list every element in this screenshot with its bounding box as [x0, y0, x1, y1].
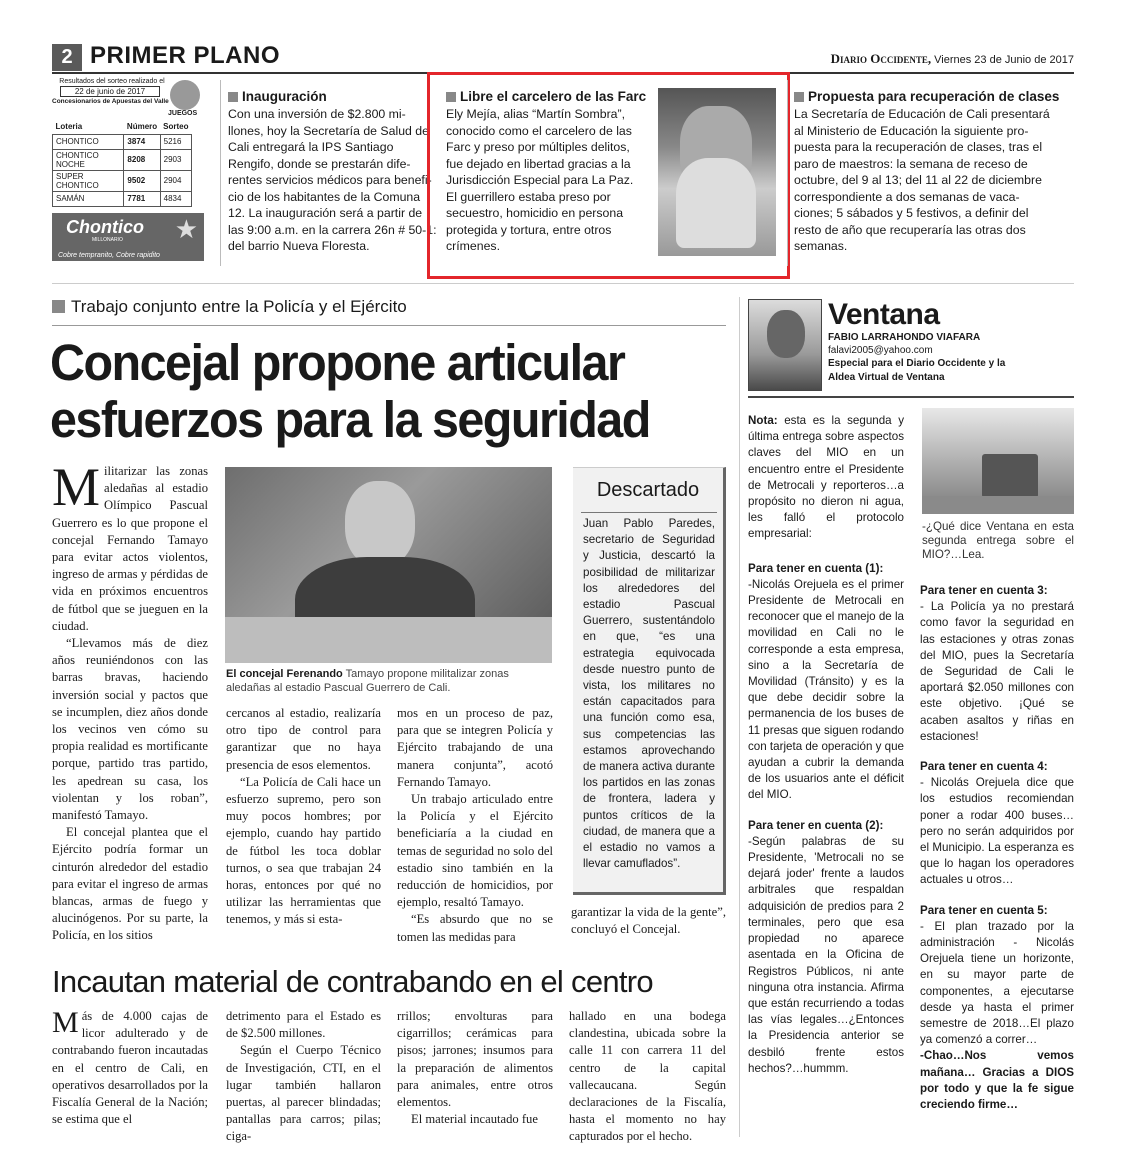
- contrabando-col-1: Más de 4.000 cajas de licor adulterado y de contrabando fueron incautadas en el centro de Cali, en operativos desarrollados por la Fiscalía General de la Nación; se estima que el: [52, 1006, 208, 1127]
- chontico-logo: [52, 213, 204, 261]
- ptc5-text: - El plan trazado por la administración - Nicolás Orejuela tiene un horizonte, en su mayor parte de componentes, a ejecutarse desde ya hasta el primer semestre de 2018…El plazo ya comenzó a correr…: [920, 919, 1074, 1047]
- dropcap: M: [52, 457, 101, 517]
- brief-body: Con una inversión de $2.800 mi- llones, hoy la Secretaría de Salud de Cali entregará la IPS Santiago Rengifo, donde se prestarán dife- rentes servicios médicos para benefi- cio de los habitantes de la Comuna 12. La inauguración será a partir de las 9:00 a.m. en la carrera 26n # 50-1: del barrio Nueva Floresta.: [228, 107, 437, 253]
- ventana-col-right: [920, 583, 1074, 1113]
- photo-concejal: [225, 467, 552, 663]
- lottery-row: CHONTICO 3874 5216: [53, 134, 192, 149]
- contrabando-col-2: detrimento para el Estado es de $2.500 millones. Según el Cuerpo Técnico de Investigación, CTI, en el lugar también hallaron puertas, al parecer blindadas; pantallas para carros; pilas; ciga-: [226, 1009, 381, 1144]
- main-col2-p2: “La Policía de Cali hace un esfuerzo supremo, pero son muy pocos hombres; por ejemplo, cuando hay partido de fútbol les toca doblar turnos, o sea que trabajan 24 horas, entonces por qué no utilizar las herramientas que tenemos, y más si esta-: [226, 774, 381, 927]
- photo-caption: El concejal Ferenando Tamayo propone militalizar zonas aledañas al estadio Pascual Guerrero de Cali.: [226, 668, 509, 694]
- juegos-logo-icon: [170, 80, 200, 110]
- brief-title: Propuesta para recuperación de clases: [794, 88, 1074, 106]
- ventana-rule: [748, 396, 1074, 398]
- sidebar-text: Juan Pablo Paredes, secretario de Seguridad y Justicia, descartó la posibilidad de militarizar los alrededores del estadio Pascual Guerrero, sustentándolo en que, “es una estrategia equivocada desde nuestro punto de vista, los militares no están capacitados para una función como esa, sus competencias las estamos aprovechando de manera activa durante los partidos en las zonas de frontera, ladera y puntos críticos de la ciudad, de manera que a el estadio no vamos a llevar camuflados”.: [583, 517, 715, 871]
- brief-title: Libre el carcelero de las Farc: [446, 88, 656, 106]
- columnist-name: FABIO LARRAHONDO VIAFARA: [828, 332, 981, 343]
- contrabando-col-3: rrillos; envolturas para cigarrillos; cerámicas para pisos; jarrones; insumos para la preparación de alimentos para animales, entre otros elementos. El material incautado fue: [397, 1009, 553, 1127]
- main-col1-p3: El concejal plantea que el Ejército podría formar un cinturón alrededor del estadio para evitar el ingreso de armas blancas, armas de fuego y alucinógenos. Por su parte, la Policía, en los sitios: [52, 825, 208, 943]
- chontico-logo-sub: MILLONARIO: [92, 236, 123, 243]
- paper-name: Diario Occidente,: [830, 51, 932, 66]
- columnist-credit-2: Aldea Virtual de Ventana: [828, 372, 945, 383]
- ptc2-text: -Según palabras de su Presidente, 'Metrocali no se dejará joder' frente a laudos arbitrales que respaldan adquisición de predios para 2 terminales, pero que esa propiedad no aparece asentada en la Oficina de Registros Públicos, ni ante ninguna otra instancia. Afirma que están recurriendo a todas las vías legales…¿Entonces la Presidencia anterior se desbiló frente estos hechos?…hummm.: [748, 834, 904, 1075]
- lottery-row: SAMÁN 7781 4834: [53, 191, 192, 206]
- photo-mio-caption: -¿Qué dice Ventana en esta segunda entrega sobre el MIO?…Lea.: [922, 520, 1074, 561]
- divider: [739, 297, 740, 1137]
- kicker-rule: [52, 325, 726, 326]
- section-title: PRIMER PLANO: [90, 42, 281, 69]
- main-col3-p3: “Es absurdo que no se tomen las medidas para: [397, 912, 553, 944]
- ventana-header: [828, 299, 1074, 385]
- ptc2-title: Para tener en cuenta (2):: [748, 818, 884, 832]
- col-loteria: Loteria: [55, 121, 83, 131]
- brief-body: Ely Mejía, alias “Martín Sombra”, conocido como el carcelero de las Farc y preso por múltiples delitos, fue dejado en libertad gracias a la Jurisdicción Especial para La Paz. El guerrillero estaba preso por secuestro, homicidio en persona protegida y tortura, entre otros crímenes.: [446, 107, 634, 253]
- main-kicker: Trabajo conjunto entre la Policía y el Ejército: [52, 297, 407, 317]
- main-headline: Concejal propone articular esfuerzos para la seguridad: [50, 334, 650, 448]
- sidebar-rule: [581, 512, 717, 513]
- lottery-row: CHONTICO NOCHE 8208 2903: [53, 149, 192, 170]
- photo-martin-sombra: [658, 88, 776, 256]
- lottery-header-row: [53, 119, 192, 134]
- ptc1-title: Para tener en cuenta (1):: [748, 561, 884, 575]
- lottery-dealer: Concesionarios de Apuestas del Valle: [52, 98, 169, 105]
- square-bullet-icon: [446, 92, 456, 102]
- sidebar-descartado: [573, 467, 726, 895]
- sidebar-title: Descartado: [596, 479, 700, 501]
- main-col-1: [52, 457, 208, 945]
- lottery-intro: Resultados del sorteo realizado el: [59, 78, 165, 85]
- main-col-4-end: garantizar la vida de la gente”, concluyó el Concejal.: [571, 905, 726, 937]
- section-rule: [52, 283, 1074, 284]
- page-number: 2: [52, 44, 82, 71]
- ventana-closing: -Chao…Nos vemos mañana… Gracias a DIOS por todo y que la fe sigue creciendo firme…: [920, 1049, 1074, 1112]
- main-col3-p2: Un trabajo articulado entre la Policía y el Ejército beneficiaría a la ciudad en temas de seguridad no solo del estadio sino también en la reducción de homicidios, por ejemplo, resaltó Tamayo.: [397, 792, 553, 910]
- brief-farc: [446, 88, 656, 255]
- chontico-logo-text: Chontico: [66, 216, 144, 237]
- ventana-col-left: [748, 413, 904, 1077]
- square-bullet-icon: [52, 300, 65, 313]
- divider: [787, 80, 788, 266]
- square-bullet-icon: [228, 92, 238, 102]
- ptc3-title: Para tener en cuenta 3:: [920, 584, 1048, 597]
- juegos-brand: JUEGOS: [168, 110, 198, 117]
- ventana-title: Ventana: [828, 298, 940, 331]
- brief-title: Inauguración: [228, 88, 418, 106]
- main-col-2: [226, 705, 381, 945]
- col-sorteo: Sorteo: [163, 121, 189, 131]
- contrabando-col-4: hallado en una bodega clandestina, ubicada sobre la calle 11 con carrera 11 del centro de la capital vallecaucana. Según declaraciones de la Fiscalía, hasta el momento no hay capturados por el hecho.: [569, 1009, 726, 1144]
- bus-icon: [982, 454, 1038, 498]
- ptc3-text: - La Policía ya no prestará como favor la seguridad en las estaciones y otras zonas del MIO, pues la Secretaría de Seguridad de Cali le aportará $2.050 millones con este objetivo. ¡Qué se acaben asaltos y riñas en estaciones!: [920, 600, 1074, 743]
- ptc4-text: - Nicolás Orejuela dice que los estudios recomiendan poner a rodar 400 buses…pero no serán adquiridos por el Municipio. La esperanza es que lo hagan los operadores actuales u otros…: [920, 776, 1074, 887]
- divider: [220, 80, 221, 266]
- columnist-email: falavi2005@yahoo.com: [828, 345, 933, 356]
- ventana-nota: Nota: esta es la segunda y última entrega sobre aspectos claves del MIO en un encuentro entre el Presidente de Metrocali y reporteros…a propósito no dieron ni agua, les falló el protocolo empresarial:: [748, 414, 904, 541]
- contrabando-headline: Incautan material de contrabando en el centro: [52, 964, 653, 999]
- brief-body: La Secretaría de Educación de Cali presentará al Ministerio de Educación la siguiente pro- puesta para la recuperación de clases, tras el paro de maestros: la semana de receso de octubre, del 9 al 13; del 11 al 22 de diciembre correspondiente a dos semanas de vaca- ciones; 5 sábados y 5 festivos, a definir del resto de año que recuperaría las otras dos semanas.: [794, 107, 1050, 253]
- main-col-3: [397, 705, 553, 945]
- dropcap: M: [52, 1006, 79, 1039]
- lottery-date: 22 de junio de 2017: [60, 86, 160, 97]
- lottery-box: [52, 78, 204, 270]
- photo-columnist: [748, 299, 822, 391]
- ptc1-text: -Nicolás Orejuela es el primer Presidente de Metrocali en reconocer que el manejo de la movilidad en Cali no le corresponde a esta empresa, sino a la Secretaría de Movilidad (Tránsito) y es la que debe decidir sobre la permanencia de los buses de 11 presas que siguen rodando con tarjeta de operación y que ayudan a cubrir la demanda de los usuarios ante el déficit del MIO.: [748, 577, 904, 802]
- main-col1-p1: Militarizar las zonas aledañas al estadio Olímpico Pascual Guerrero es lo que propone el concejal Fernando Tamayo para evitar actos violentos, ingreso de armas y pérdidas de vida en próximos encuentros de fútbol que se jueguen en la ciudad.: [52, 457, 208, 633]
- square-bullet-icon: [794, 92, 804, 102]
- chontico-slogan: Cobre tempranito, Cobre rapidito: [58, 251, 160, 259]
- main-col3-p1: mos en un proceso de paz, para que se integren Policía y Ejército trabajando de una manera conjunta”, acotó Fernando Tamayo.: [397, 706, 553, 789]
- issue-date: Viernes 23 de Junio de 2017: [934, 54, 1074, 66]
- star-icon: ★: [174, 214, 198, 244]
- photo-mio-station: [922, 408, 1074, 514]
- lottery-table: [52, 119, 192, 207]
- col-numero: Número: [126, 121, 158, 131]
- main-col2-p1: cercanos al estadio, realizaría otro tipo de control para garantizar que no haya presencia de esos elementos.: [226, 706, 381, 772]
- ptc5-title: Para tener en cuenta 5:: [920, 903, 1048, 917]
- main-col1-p2: “Llevamos más de diez años reuniéndonos con las barras bravas, haciendo inversión social y pactos que se incumplen, diez años donde los vecinos ven cómo su propia realidad es mortificante porque, partido tras partido, les apedrean su casa, los violentan y los roban”, manifestó Tamayo.: [52, 636, 208, 823]
- ptc4-title: Para tener en cuenta 4:: [920, 760, 1048, 774]
- columnist-credit-1: Especial para el Diario Occidente y la: [828, 358, 1006, 369]
- brief-clases: [794, 88, 1074, 255]
- brief-inauguracion: [228, 88, 437, 255]
- paper-dateline: [831, 51, 1074, 67]
- lottery-row: SUPER CHONTICO 9502 2904: [53, 170, 192, 191]
